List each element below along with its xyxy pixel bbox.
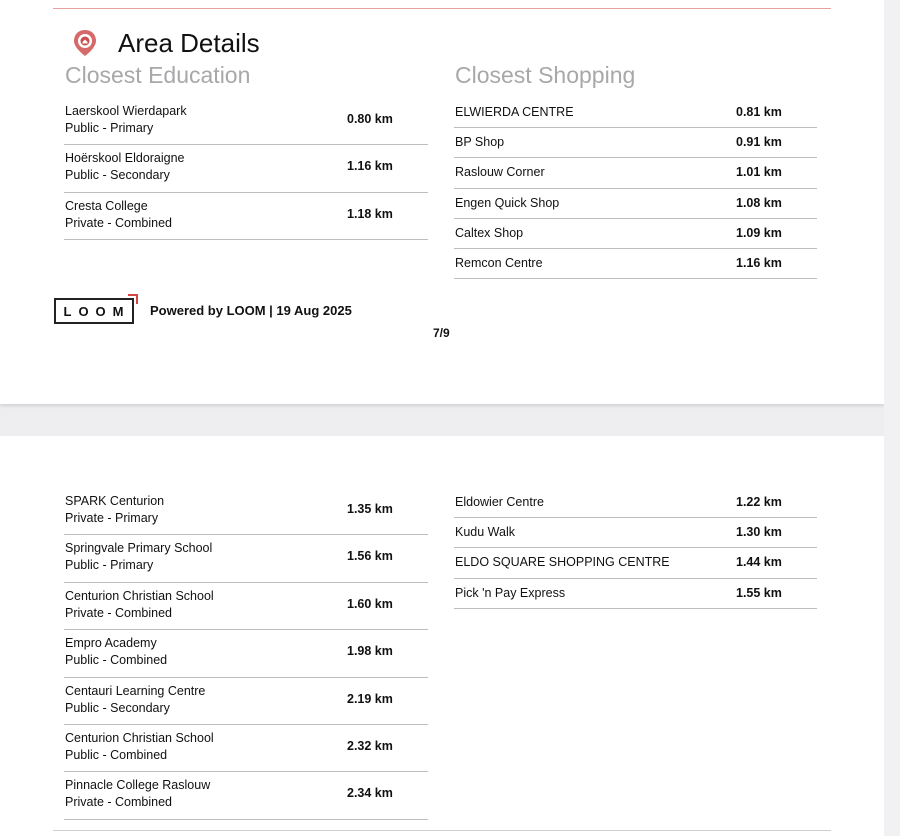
list-item [64,98,428,145]
shopping-section-title: Closest Shopping [455,62,636,88]
logo-accent [128,294,138,304]
shop-distance: 0.91 km [736,135,782,150]
shop-distance: 0.81 km [736,105,782,119]
document-page-7 [0,0,884,404]
shop-name: Remcon Centre [455,255,543,270]
school-type: Public - Combined [65,653,168,668]
school-distance: 1.18 km [347,206,393,221]
school-type: Private - Combined [65,605,172,620]
shop-distance: 1.44 km [736,555,782,570]
shop-distance: 1.08 km [736,195,782,210]
shop-name: Kudu Walk [455,525,515,540]
shop-name: Raslouw Corner [455,165,545,180]
shopping-list [454,488,817,609]
list-item [454,249,817,279]
list-item [454,98,817,128]
shop-name: Engen Quick Shop [455,195,560,210]
shop-name: Eldowier Centre [455,495,544,509]
page-title: Area Details [118,27,260,58]
shop-name: Pick 'n Pay Express [455,585,566,600]
school-name: Centurion Christian School [65,730,214,745]
list-item [64,678,428,725]
school-name: Laerskool Wierdapark [65,104,187,118]
school-distance: 2.19 km [347,691,393,706]
school-name: Springvale Primary School [65,541,213,556]
area-details-heading [70,27,260,59]
shop-name: ELWIERDA CENTRE [455,105,574,119]
school-type: Public - Secondary [65,168,170,183]
school-distance: 2.34 km [347,786,393,801]
school-distance: 1.16 km [347,159,393,174]
school-distance: 2.32 km [347,738,393,753]
list-item [454,518,817,548]
school-name: Centauri Learning Centre [65,683,206,698]
school-distance: 1.56 km [347,549,393,564]
list-item [454,488,817,518]
list-item [64,772,428,819]
list-item [64,535,428,582]
list-item [454,579,817,609]
powered-by-text: Powered by LOOM | 19 Aug 2025 [150,303,352,318]
shop-name: ELDO SQUARE SHOPPING CENTRE [455,555,670,570]
list-item [454,158,817,188]
loom-logo [54,298,134,324]
school-type: Public - Primary [65,558,154,573]
shop-distance: 1.01 km [736,165,782,180]
school-type: Private - Primary [65,511,159,525]
school-name: Centurion Christian School [65,588,214,603]
shop-distance: 1.30 km [736,525,782,540]
logo-text: LOOM [63,303,131,319]
list-item [64,630,428,677]
school-name: SPARK Centurion [65,494,165,508]
list-item [454,219,817,249]
shopping-list [454,98,817,279]
page-number: 7/9 [433,326,450,340]
list-item [64,725,428,772]
school-distance: 1.98 km [347,644,393,659]
school-distance: 1.60 km [347,596,393,611]
school-type: Private - Combined [65,795,172,810]
school-type: Public - Secondary [65,700,170,715]
list-item [454,128,817,158]
scrollbar[interactable] [884,0,900,836]
education-list [64,98,428,240]
school-type: Public - Combined [65,747,168,762]
header-divider [53,8,831,9]
list-item [64,193,428,240]
shop-distance: 1.16 km [736,255,782,270]
school-distance: 1.35 km [347,502,393,516]
document-page-8 [0,436,884,836]
education-list [64,488,428,820]
school-name: Cresta College [65,198,148,213]
shop-name: BP Shop [455,135,505,150]
school-type: Private - Combined [65,215,172,230]
list-item [64,145,428,192]
list-item [64,583,428,630]
shop-distance: 1.09 km [736,225,782,240]
list-item [64,488,428,535]
school-name: Pinnacle College Raslouw [65,778,211,793]
shop-distance: 1.22 km [736,495,782,509]
shop-name: Caltex Shop [455,225,524,240]
footer-divider [53,830,831,831]
education-section-title: Closest Education [65,62,251,88]
school-distance: 0.80 km [347,112,393,126]
shop-distance: 1.55 km [736,585,782,600]
school-type: Public - Primary [65,121,154,135]
location-pin-icon [70,28,100,58]
school-name: Empro Academy [65,636,157,651]
list-item [454,189,817,219]
list-item [454,548,817,578]
school-name: Hoërskool Eldoraigne [65,151,185,166]
